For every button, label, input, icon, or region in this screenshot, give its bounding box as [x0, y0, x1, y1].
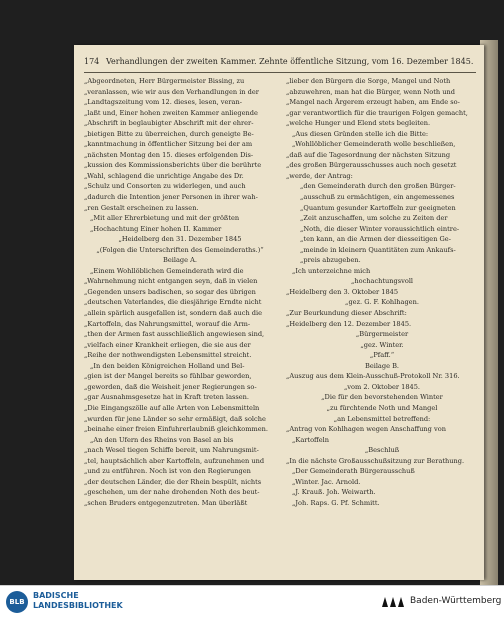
left-column-line: „Hochachtung Einer hohen II. Kammer	[90, 224, 222, 233]
right-column-line: „ten kann, an die Armen der diesseitigen Ge-	[300, 235, 451, 244]
right-column-line: „Wohllöblicher Gemeinderath wolle beschließen,	[292, 140, 456, 149]
book-page	[74, 45, 484, 580]
left-column-line: „und zu entführen. Noch ist von den Regierungen	[84, 467, 251, 476]
left-column-line: „wurden für jene Länder so sehr ermäßigt, daß solche	[84, 414, 266, 423]
bw-lions-icon	[380, 594, 406, 610]
left-column	[84, 76, 276, 508]
left-column-line: „veranlassen, wie wir aus den Verhandlungen in der	[84, 87, 259, 96]
right-column-line: „Bürgermeister	[355, 330, 409, 339]
left-column-line: „Die Eingangszölle auf alle Arten von Lebensmitteln	[84, 403, 260, 412]
right-column-line: „daß auf die Tagesordnung der nächsten Sitzung	[286, 150, 451, 159]
left-column-line: „ren Gestalt erscheinen zu lassen.	[84, 203, 199, 212]
right-column-line: „Beschluß	[364, 446, 400, 455]
right-column-line: „gar verantwortlich für die traurigen Folgen gemacht,	[286, 108, 468, 117]
running-header: Verhandlungen der zweiten Kammer. Zehnte öffentliche Sitzung, vom 16. Dezember 1845.	[106, 57, 474, 66]
left-column-line: „schen Bruders entgegenzutreten. Man überläßt	[84, 498, 248, 507]
left-column-line: „gien ist der Mangel bereits so fühlbar geworden,	[84, 372, 252, 381]
library-name	[33, 591, 123, 611]
right-column-line: „Joh. Raps. G. Pf. Schmitt.	[292, 498, 380, 507]
right-column-line: „des großen Bürgerausschusses auch noch gesetzt	[286, 161, 457, 170]
library-name-line1: BADISCHE	[33, 591, 79, 600]
left-column-line: „Wahl, schlagend die unrichtige Angabe des Dr.	[84, 171, 244, 180]
right-column	[286, 76, 478, 508]
left-column-line: „kanntmachung in öffentlicher Sitzung bei der am	[84, 140, 253, 149]
right-column-line: „werde, der Antrag:	[286, 171, 353, 180]
right-column-line: „Zur Beurkundung dieser Abschrift:	[286, 309, 407, 318]
right-column-line: „Ich unterzeichne mich	[292, 266, 371, 275]
left-column-line: „tel, hauptsächlich aber Kartoffeln, aufzunehmen und	[84, 456, 265, 465]
left-column-line: „nach Wesel tiegen Schiffe bereit, um Nahrungsmit-	[84, 446, 259, 455]
right-column-line: „preis abzugeben.	[300, 256, 361, 265]
right-column-line: „Quantum gesunder Kartoffeln zur geeigneten	[300, 203, 456, 212]
left-column-line: „geworden, daß die Weisheit jener Regierungen so-	[84, 382, 257, 391]
right-column-line: „In die nächste Großausschußsitzung zur Berathung.	[286, 456, 465, 465]
left-column-line: „Mit aller Ehrerbietung und mit der größten	[90, 214, 240, 223]
left-column-line: „Kartoffeln, das Nahrungsmittel, worauf die Arm-	[84, 319, 251, 328]
left-column-line: „Heidelberg den 31. Dezember 1845	[118, 235, 242, 244]
left-column-line: „laßt und, Einer hohen zweiten Kammer anliegende	[84, 108, 258, 117]
left-column-line: „nächsten Montag den 15. dieses erfolgenden Dis-	[84, 150, 254, 159]
left-column-line: „In den beiden Königreichen Holland und Bel-	[90, 361, 245, 370]
right-column-line: „vom 2. Oktober 1845.	[344, 382, 420, 391]
library-name-line2: LANDESBIBLIOTHEK	[33, 601, 123, 610]
left-column-line: „Reihe der nothwendigsten Lebensmittel streicht.	[84, 351, 252, 360]
right-column-line: „Auszug aus dem Klein-Ausschuß-Protokoll Nr. 316.	[286, 372, 460, 381]
right-column-line: „Antrag von Kohlhagen wegen Anschaffung von	[286, 425, 446, 434]
right-column-line: „J. Krauß. Joh. Weiwarth.	[292, 488, 376, 497]
right-column-line: „Heidelberg den 3. Oktober 1845	[286, 287, 399, 296]
right-column-line: „Pfaff.“	[369, 351, 395, 360]
left-column-line: „beinahe einer freien Einfuhrerlaubniß gleichkommen.	[84, 425, 268, 434]
left-column-line: „dadurch die Intention jener Personen in ihrer wah-	[84, 193, 258, 202]
left-column-line: „geschehen, um der nahe drohenden Noth des beut-	[84, 488, 260, 497]
right-column-line: „gez. Winter.	[360, 340, 404, 349]
left-column-line: „bietigen Bitte zu überreichen, durch geneigte Be-	[84, 129, 254, 138]
right-column-line: „Aus diesen Gründen stelle ich die Bitte:	[292, 129, 429, 138]
blb-logo-icon[interactable]: BLB	[6, 591, 28, 613]
left-column-line: „Abgeordneten, Herr Bürgermeister Bissing, zu	[84, 77, 245, 85]
right-column-line: „den Gemeinderath durch den großen Bürger-	[300, 182, 456, 191]
right-column-line: „meinde in kleinern Quantitäten zum Ankaufs-	[300, 245, 456, 254]
right-column-line: „Heidelberg den 12. Dezember 1845.	[286, 319, 412, 328]
left-column-line: „Schulz und Consorten zu widerlegen, und auch	[84, 182, 246, 191]
right-column-line: „welche Hunger und Elend stets begleiten.	[286, 119, 431, 128]
right-column-line: „Kartoffeln	[292, 435, 329, 444]
left-column-line: „kussion des Kommissionsberichts über die berührte	[84, 161, 262, 170]
left-column-line: „Abschrift in beglaubigter Abschrift mit der ehrer-	[84, 119, 254, 128]
state-name[interactable]: Baden-Württemberg	[410, 596, 502, 606]
right-column-line: „Die für den bevorstehenden Winter	[321, 393, 443, 402]
right-column-line: „zu fürchtende Noth und Mangel	[326, 403, 438, 412]
right-column-line: „an Lebensmittel betreffend:	[333, 414, 431, 423]
right-column-line: „lieber den Bürgern die Sorge, Mangel und Noth	[286, 77, 451, 85]
left-column-line: „vielfach einer Krankheit erliegen, die sie aus der	[84, 340, 251, 349]
footer-bar	[0, 585, 504, 618]
left-column-line: „then der Armen fast ausschließlich angewiesen sind,	[84, 330, 265, 339]
page-number: 174	[84, 57, 100, 66]
right-column-line: „ausschuß zu ermächtigen, ein angemessenes	[300, 193, 455, 202]
right-column-line: „hochachtungsvoll	[350, 277, 414, 286]
left-column-line: „Landtagszeitung vom 12. dieses, lesen, veran-	[84, 98, 242, 107]
right-column-line: „abzuwehren, man hat die Bürger, wenn Noth und	[286, 87, 455, 96]
right-column-line: „gez. G. F. Kohlhagen.	[345, 298, 419, 307]
header-rule	[84, 72, 476, 73]
left-column-line: „allein spärlich ausgefallen ist, sondern daß auch die	[84, 309, 263, 318]
left-column-line: „(Folgen die Unterschriften des Gemeinderaths.)“	[96, 245, 264, 254]
right-column-line: „Zeit anzuschaffen, um solche zu Zeiten der	[300, 214, 448, 223]
left-column-line: „Gegenden unsers badischen, so sogar des übrigen	[84, 287, 256, 296]
left-column-line: „der deutschen Länder, die der Rhein bespült, nichts	[84, 477, 262, 486]
right-column-line: „Der Gemeinderath Bürgerausschuß	[292, 467, 415, 476]
right-column-line: „Noth, die dieser Winter voraussichtlich eintre-	[300, 224, 460, 233]
left-column-line: „Einem Wohllöblichen Gemeinderath wird die	[90, 266, 244, 275]
left-column-line: „gar Ausnahmsgesetze hat in Kraft treten lassen.	[84, 393, 250, 402]
right-column-line: „Winter. Jac. Arnold.	[292, 477, 361, 486]
right-column-line: Beilage B.	[364, 361, 400, 370]
left-column-line: Beilage A.	[163, 256, 197, 265]
left-column-line: „An den Ufern des Rheins von Basel an bis	[90, 435, 234, 444]
left-column-line: „Wahrnehmung nicht entgangen seyn, daß in vielen	[84, 277, 258, 286]
left-column-line: „deutschen Vaterlandes, die diesjährige Erndte nicht	[84, 298, 262, 307]
right-column-line: „Mangel nach Ärgerem erzeugt haben, am Ende so-	[286, 98, 460, 107]
